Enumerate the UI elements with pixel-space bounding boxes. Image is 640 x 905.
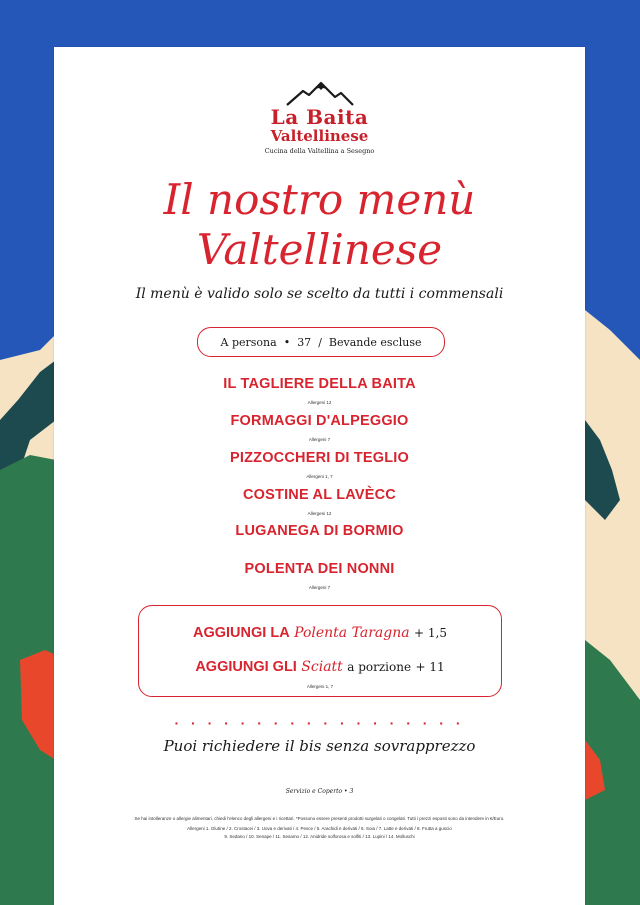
price-note: Bevande escluse <box>328 335 422 349</box>
menu-title-line2: Valtellinese <box>196 225 443 274</box>
dish-name: FORMAGGI D'ALPEGGIO <box>230 413 409 429</box>
dish-allergens: Allergeni 12 <box>307 400 332 405</box>
extra-sciatt <box>139 658 501 676</box>
extra-prefix: AGGIUNGI GLI <box>195 659 297 675</box>
dish-name: PIZZOCCHERI DI TEGLIO <box>229 450 409 466</box>
extra-prefix: AGGIUNGI LA <box>193 625 290 641</box>
mountain-icon <box>285 81 355 107</box>
extra-price: + 1,5 <box>414 626 447 640</box>
footer-allergens-list: Allergeni 1. Glutine / 2. Crostacei / 3. Uova e derivati / 4. Pesce / 5. Arachidi e derivati / 6. Soia / 7. Latte e derivati / 8. Frutta a guscio <box>187 826 452 831</box>
extra-script-name: Sciatt <box>301 659 343 675</box>
price-separator: • <box>283 335 291 349</box>
price-badge <box>197 327 445 357</box>
footer-disclaimer: Se hai intolleranze o allergie alimentari, chiedi l'elenco degli allergeni e i ricettari. *Possono essere presenti prodotti surgelati o congelati. Tutti i prezzi esposti sono da intendere in €/Euro. <box>134 816 505 821</box>
brand-name: La Baita <box>270 105 369 129</box>
price-slash: / <box>318 335 322 349</box>
dish-allergens: Allergeni 7 <box>308 437 331 442</box>
price-value: 37 <box>297 335 312 349</box>
menu-title-line1: Il nostro menù <box>163 175 476 224</box>
dish-name: POLENTA DEI NONNI <box>244 561 395 577</box>
dish-allergens: Allergeni 1, 7 <box>306 474 333 479</box>
dish-allergens: Allergeni 7 <box>308 585 331 590</box>
brand-name-secondary: Valtellinese <box>270 127 369 145</box>
brand-tagline: Cucina della Valtellina a Sesegno <box>264 147 375 155</box>
dotted-divider: · · · · · · · · · · · · · · · · · · <box>174 715 465 731</box>
price-label: A persona <box>220 335 277 349</box>
dish-allergens: Allergeni 12 <box>307 511 332 516</box>
extras-box <box>138 605 502 697</box>
footer-allergens-list: 9. Sedano / 10. Senape / 11. Sesamo / 12. Anidride solforosa e solfiti / 13. Lupini / 14. Molluschi <box>224 834 415 839</box>
dish-name: LUGANEGA DI BORMIO <box>235 523 404 539</box>
menu-card <box>54 47 585 905</box>
extra-unit: a porzione <box>347 660 412 674</box>
dish-name: IL TAGLIERE DELLA BAITA <box>223 376 416 392</box>
extra-price: + 11 <box>415 660 445 674</box>
extra-script-name: Polenta Taragna <box>294 625 410 641</box>
bis-note: Puoi richiedere il bis senza sovrapprezzo <box>163 737 476 755</box>
cover-charge: Servizio e Coperto • 3 <box>285 788 354 795</box>
dish-name: COSTINE AL LAVÈCC <box>243 487 396 503</box>
extra-allergens: Allergeni 1, 7 <box>306 684 334 689</box>
extra-polenta <box>139 624 501 642</box>
menu-subtitle: Il menù è valido solo se scelto da tutti i commensali <box>135 286 504 302</box>
